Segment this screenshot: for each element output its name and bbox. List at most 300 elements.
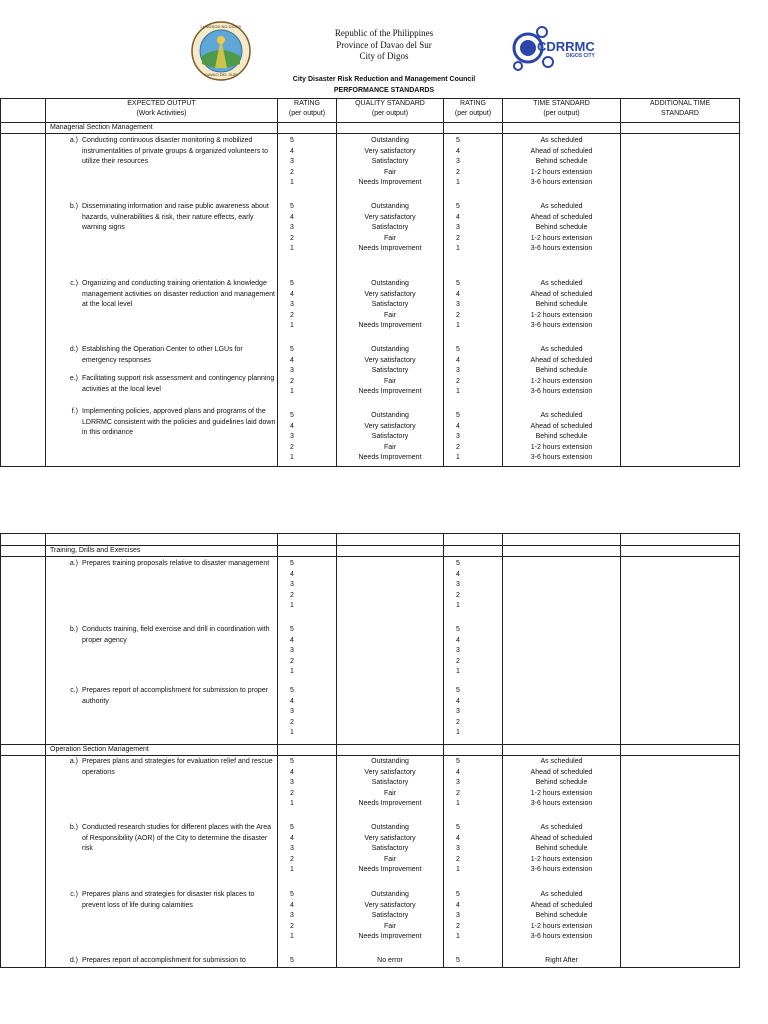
rating-value: 3 (290, 845, 294, 852)
list-item: c.) Prepares plans and strategies for disaster risk places to prevent loss of life during calamities (70, 891, 255, 909)
rating-value: 2 (456, 657, 460, 665)
section-row-training (1, 546, 740, 557)
time-value: 1-2 hours extension (530, 311, 593, 319)
training-additional-col (621, 557, 740, 745)
quality-header (337, 99, 444, 123)
rating-value: 4 (456, 834, 460, 842)
time-value: 3-6 hours extension (530, 179, 593, 186)
rating-value: 1 (456, 179, 460, 186)
header-line-city: City of Digos (359, 51, 409, 61)
rating-value: 5 (456, 687, 460, 694)
rating-value: 1 (290, 388, 294, 395)
quality-value: Needs Improvement (358, 322, 422, 329)
section-row-operation (1, 745, 740, 756)
quality-value: Satisfactory (371, 912, 409, 919)
time-value: Ahead of scheduled (530, 290, 593, 298)
rating-value: 4 (290, 901, 294, 909)
rating-value-block (290, 559, 336, 625)
time-value: Ahead of scheduled (530, 356, 593, 364)
quality-value: Outstanding (371, 891, 409, 898)
rating-value-block (290, 136, 336, 202)
time-value-block (503, 136, 620, 202)
quality-value: Outstanding (371, 280, 409, 287)
quality-value: Needs Improvement (358, 179, 422, 186)
blank-header-cell (1, 99, 46, 123)
expected-output-label: EXPECTED OUTPUT (127, 100, 196, 107)
quality-value: Needs Improvement (358, 245, 422, 252)
quality-value: Fair (383, 311, 397, 319)
quality-value: Fair (383, 234, 397, 242)
rating-value: 2 (290, 168, 294, 176)
time-value: 1-2 hours extension (530, 789, 593, 797)
rating-value: 4 (456, 636, 460, 644)
operation-quality-col (337, 756, 444, 968)
rating-value: 3 (290, 433, 294, 440)
time-value: 1-2 hours extension (530, 855, 593, 863)
last-time: Right After (545, 957, 578, 964)
column-header-row (1, 99, 740, 123)
rating-value: 2 (290, 311, 294, 319)
rating-value: 2 (290, 789, 294, 797)
rating-value: 2 (290, 443, 294, 451)
rating-value: 2 (456, 311, 460, 319)
rating-value: 5 (290, 891, 294, 898)
additional-time-label: ADDITIONAL TIME (649, 100, 711, 107)
rating-value: 5 (456, 891, 460, 898)
section-title-operation: Operation Section Management (46, 745, 278, 756)
rating-value: 2 (456, 591, 460, 599)
rating-value: 3 (290, 224, 294, 231)
rating-value: 2 (456, 168, 460, 176)
rating-value: 5 (290, 824, 294, 831)
rating-value: 3 (456, 367, 460, 374)
time-value-block (503, 823, 620, 890)
quality-value: Fair (383, 855, 397, 863)
rating-value: 3 (456, 301, 460, 308)
time-value: Ahead of scheduled (530, 213, 593, 221)
rating-value: 4 (456, 768, 460, 776)
rating-value: 5 (456, 758, 460, 765)
time-value: 1-2 hours extension (530, 168, 593, 176)
section-row-managerial (1, 123, 740, 134)
quality-value: Needs Improvement (358, 454, 422, 461)
rating-value: 1 (290, 245, 294, 252)
rating-value: 4 (290, 834, 294, 842)
training-rating2-col (444, 557, 503, 745)
rating-value: 4 (456, 901, 460, 909)
time-value: Behind schedule (535, 845, 588, 852)
rating-value: 1 (456, 729, 460, 736)
training-quality-col (337, 557, 444, 745)
rating-value: 5 (290, 280, 294, 287)
cdrrmc-logo-subtext: DIGOS CITY (566, 53, 595, 59)
quality-value: Satisfactory (371, 301, 409, 308)
rating-value: 2 (456, 377, 460, 385)
quality-value: Fair (383, 789, 397, 797)
rating-value: 2 (290, 591, 294, 599)
rating-value: 4 (290, 570, 294, 578)
quality-value: Fair (383, 168, 397, 176)
rating-value-block (290, 686, 336, 741)
rating-value: 4 (456, 570, 460, 578)
rating2-sublabel: (per output) (454, 110, 492, 117)
list-item: c.) Organizing and conducting training orientation & knowledge management activities on disaster reduction and management at the local level (70, 280, 275, 308)
performance-table-2 (0, 533, 740, 968)
rating-value-block (290, 411, 336, 466)
time-value: As scheduled (540, 137, 583, 144)
time-value: As scheduled (540, 824, 583, 831)
rating-value: 5 (290, 687, 294, 694)
rating-value: 5 (290, 758, 294, 765)
operation-additional-col (621, 756, 740, 968)
rating-value: 2 (290, 922, 294, 930)
rating-value: 1 (290, 179, 294, 186)
rating-value: 2 (290, 855, 294, 863)
time-value: Ahead of scheduled (530, 422, 593, 430)
time-value: Ahead of scheduled (530, 768, 593, 776)
rating-value: 5 (290, 346, 294, 353)
rating-value: 3 (456, 581, 460, 588)
rating-value: 3 (456, 708, 460, 715)
training-items (46, 557, 278, 745)
list-item: f.) Implementing policies, approved plans and programs of the LDRRMC consistent with the policies and guidelines laid down in this ordinance (71, 408, 276, 436)
list-item: b.) Conducted research studies for different places with the Area of Responsibility (AOR) of the City to determine the disaster risk (69, 824, 271, 852)
quality-value: Very satisfactory (364, 213, 416, 221)
quality-value: Very satisfactory (364, 290, 416, 298)
rating-value: 2 (456, 443, 460, 451)
rating-value: 5 (456, 280, 460, 287)
rating-value: 3 (290, 581, 294, 588)
time-value: 3-6 hours extension (530, 800, 593, 807)
rating-label: RATING (294, 100, 320, 107)
rating-value: 4 (456, 356, 460, 364)
rating-value: 2 (456, 789, 460, 797)
quality-value: Outstanding (371, 824, 409, 831)
rating-value: 4 (456, 697, 460, 705)
time-value: Behind schedule (535, 367, 588, 374)
quality-value: Needs Improvement (358, 800, 422, 807)
header-text-block (250, 28, 518, 63)
quality-value-block (337, 202, 443, 279)
rating-value: 2 (290, 377, 294, 385)
managerial-additional-col (621, 134, 740, 467)
rating-value: 4 (456, 422, 460, 430)
section-title-managerial: Managerial Section Management (46, 123, 278, 134)
rating-value: 4 (290, 147, 294, 155)
time-value: 3-6 hours extension (530, 866, 593, 873)
operation-rating-col (278, 756, 337, 968)
rating-value: 1 (290, 668, 294, 675)
quality-value: Satisfactory (371, 158, 409, 165)
rating-value: 1 (290, 454, 294, 461)
rating-value: 1 (290, 933, 294, 940)
training-body-row (1, 557, 740, 745)
rating-value: 2 (290, 657, 294, 665)
cdrrmc-logo-text: CDRRMC (537, 39, 595, 54)
rating-value: 3 (456, 647, 460, 654)
rating-value-block (456, 625, 502, 686)
rating-value-block (456, 345, 502, 411)
quality-value: Very satisfactory (364, 147, 416, 155)
header-line-province: Province of Davao del Sur (336, 39, 432, 50)
time-value-block (503, 202, 620, 279)
quality-value: Outstanding (371, 412, 409, 419)
rating-value: 1 (456, 933, 460, 940)
rating-value: 3 (290, 708, 294, 715)
rating-value: 1 (456, 602, 460, 609)
rating-value: 1 (456, 800, 460, 807)
quality-value: Satisfactory (371, 845, 409, 852)
time-value: 1-2 hours extension (530, 377, 593, 385)
rating-value: 5 (456, 203, 460, 210)
operation-time-col (503, 756, 621, 968)
last-rating2: 5 (456, 957, 460, 964)
rating-value: 4 (290, 697, 294, 705)
rating-value-block (456, 202, 502, 279)
header-line-republic: Republic of the Philippines (334, 28, 434, 38)
list-item: d.) Establishing the Operation Center to other LGUs for emergency responses (69, 346, 243, 364)
managerial-rating-col (278, 134, 337, 467)
rating-value: 1 (290, 322, 294, 329)
rating-value: 1 (456, 866, 460, 873)
quality-value: Satisfactory (371, 367, 409, 374)
rating-value: 5 (456, 560, 460, 567)
quality-value-block (337, 757, 443, 823)
training-time-col (503, 557, 621, 745)
quality-value: Satisfactory (371, 433, 409, 440)
time-value: As scheduled (540, 758, 583, 765)
last-quality: No error (377, 957, 403, 964)
rating-value: 2 (290, 718, 294, 726)
rating-value: 3 (456, 433, 460, 440)
rating-value: 2 (456, 718, 460, 726)
section-title-training: Training, Drills and Exercises (46, 546, 278, 557)
list-item: a.) Prepares plans and strategies for evaluation relief and rescue operations (69, 758, 273, 776)
rating-value: 3 (290, 367, 294, 374)
rating-value: 4 (290, 290, 294, 298)
rating-value: 4 (456, 147, 460, 155)
time-value: 3-6 hours extension (530, 454, 593, 461)
quality-value: Outstanding (371, 758, 409, 765)
time-value: Behind schedule (535, 158, 588, 165)
time-value: 1-2 hours extension (530, 922, 593, 930)
time-value: Behind schedule (535, 912, 588, 919)
time-value: 1-2 hours extension (530, 443, 593, 451)
time-value-block (503, 345, 620, 411)
rating-value-block (456, 686, 502, 741)
quality-value: Needs Improvement (358, 933, 422, 940)
rating-value: 5 (456, 137, 460, 144)
time-value: Ahead of scheduled (530, 901, 593, 909)
rating-value: 2 (456, 855, 460, 863)
operation-items (46, 756, 278, 968)
time-value: Behind schedule (535, 224, 588, 231)
blank-header-row (1, 534, 740, 546)
list-item: b.) Conducts training, field exercise and drill in coordination with proper agency (69, 626, 270, 644)
rating-value-block (456, 823, 502, 890)
time-value: 3-6 hours extension (530, 388, 593, 395)
rating-value-block (290, 625, 336, 686)
quality-value-block (337, 890, 443, 956)
rating-value-block (290, 757, 336, 823)
rating-value: 3 (290, 647, 294, 654)
quality-value: Satisfactory (371, 224, 409, 231)
rating-value: 3 (290, 779, 294, 786)
document-title: PERFORMANCE STANDARDS (333, 87, 435, 94)
time-value-block (503, 411, 620, 466)
time-value: Behind schedule (535, 779, 588, 786)
quality-value: Needs Improvement (358, 866, 422, 873)
rating-value: 2 (456, 234, 460, 242)
rating-value: 1 (456, 454, 460, 461)
rating-value: 4 (290, 768, 294, 776)
rating-value: 3 (456, 845, 460, 852)
quality-value: Satisfactory (371, 779, 409, 786)
additional-time-sublabel: STANDARD (661, 110, 699, 117)
time-value: As scheduled (540, 346, 583, 353)
rating-value: 5 (456, 346, 460, 353)
rating-value: 5 (290, 626, 294, 633)
rating2-header (444, 99, 503, 123)
list-item: a.) Conducting continuous disaster monitoring & mobilized instrumentalities of private groups & organized volunteers to utilize their resources (69, 137, 268, 165)
expected-output-sublabel: (Work Activities) (136, 110, 187, 117)
rating-value: 1 (456, 388, 460, 395)
quality-value: Fair (383, 922, 397, 930)
rating-value: 3 (290, 912, 294, 919)
rating-value: 5 (456, 412, 460, 419)
quality-value: Outstanding (371, 203, 409, 210)
managerial-quality-col (337, 134, 444, 467)
time-value: Behind schedule (535, 301, 588, 308)
rating-value-block (290, 890, 336, 956)
rating-value-block (456, 890, 502, 956)
rating-value: 4 (290, 213, 294, 221)
rating-value: 1 (456, 322, 460, 329)
quality-label: QUALITY STANDARD (355, 100, 425, 107)
additional-time-header (621, 99, 740, 123)
time-value: As scheduled (540, 280, 583, 287)
rating2-label: RATING (460, 100, 486, 107)
time-value: 3-6 hours extension (530, 245, 593, 252)
list-item: c.) Prepares report of accomplishment for submission to proper authority (70, 687, 268, 705)
rating-value: 4 (456, 213, 460, 221)
managerial-rating2-col (444, 134, 503, 467)
rating-value: 3 (290, 158, 294, 165)
quality-value-block (337, 345, 443, 411)
time-value: 3-6 hours extension (530, 933, 593, 940)
quality-value: Outstanding (371, 137, 409, 144)
performance-table-1 (0, 98, 740, 467)
quality-value: Very satisfactory (364, 834, 416, 842)
rating-value: 3 (290, 301, 294, 308)
time-value-block (503, 279, 620, 345)
quality-value: Fair (383, 443, 397, 451)
council-name: City Disaster Risk Reduction and Management Council (292, 76, 476, 83)
time-value: 1-2 hours extension (530, 234, 593, 242)
list-item: a.) Prepares training proposals relative to disaster management (69, 560, 270, 567)
seal-text-top: LUNGSOD NG DIGOS (200, 24, 242, 29)
rating-value: 4 (290, 422, 294, 430)
rating-value: 5 (290, 412, 294, 419)
time-sublabel: (per output) (543, 110, 580, 117)
quality-value-block (337, 136, 443, 202)
training-rating-col (278, 557, 337, 745)
rating-value: 5 (290, 203, 294, 210)
last-rating: 5 (290, 957, 294, 964)
rating-value: 5 (456, 626, 460, 633)
list-item: e.) Facilitating support risk assessment and contingency planning activities at the local level (69, 375, 275, 393)
quality-value: Very satisfactory (364, 901, 416, 909)
rating-value-block (456, 757, 502, 823)
time-value: As scheduled (540, 412, 583, 419)
rating-value: 3 (456, 158, 460, 165)
rating-value-block (290, 202, 336, 279)
list-item: d.) Prepares report of accomplishment for submission to (69, 957, 246, 964)
operation-rating2-col (444, 756, 503, 968)
quality-value-block (337, 823, 443, 890)
managerial-body-row (1, 134, 740, 467)
rating-value: 3 (456, 224, 460, 231)
rating-value: 1 (290, 602, 294, 609)
rating-value: 2 (290, 234, 294, 242)
rating-value-block (290, 823, 336, 890)
operation-body-row (1, 756, 740, 968)
rating-value: 1 (456, 245, 460, 252)
quality-value: Outstanding (371, 346, 409, 353)
rating-value: 5 (290, 560, 294, 567)
rating-value: 2 (456, 922, 460, 930)
rating-value: 3 (456, 779, 460, 786)
rating-value-block (290, 345, 336, 411)
rating-value-block (456, 559, 502, 625)
rating-value: 4 (290, 636, 294, 644)
list-item: b.) Disseminating information and raise public awareness about hazards, vulnerabilities & risk, their nature effects, early warning signs (69, 203, 269, 231)
time-value: Ahead of scheduled (530, 147, 593, 155)
quality-value: Needs Improvement (358, 388, 422, 395)
rating-value-block (456, 279, 502, 345)
seal-text-bottom: DAVAO DEL SUR (205, 72, 237, 77)
expected-output-header (46, 99, 278, 123)
time-value: As scheduled (540, 203, 583, 210)
rating-value: 4 (290, 356, 294, 364)
time-value: Behind schedule (535, 433, 588, 440)
time-label: TIME STANDARD (533, 100, 590, 107)
quality-value: Fair (383, 377, 397, 385)
quality-value-block (337, 279, 443, 345)
time-value-block (503, 757, 620, 823)
time-header (503, 99, 621, 123)
rating-value: 5 (290, 137, 294, 144)
quality-value: Very satisfactory (364, 356, 416, 364)
quality-value: Very satisfactory (364, 768, 416, 776)
rating-value: 5 (456, 824, 460, 831)
rating-sublabel: (per output) (288, 110, 326, 117)
time-value: Ahead of scheduled (530, 834, 593, 842)
managerial-time-col (503, 134, 621, 467)
rating-value-block (456, 411, 502, 466)
rating-value: 1 (290, 729, 294, 736)
time-value: 3-6 hours extension (530, 322, 593, 329)
quality-value-block (337, 411, 443, 466)
rating-value: 1 (456, 668, 460, 675)
time-value-block (503, 890, 620, 956)
rating-value: 3 (456, 912, 460, 919)
rating-header (278, 99, 337, 123)
rating-value: 1 (290, 800, 294, 807)
rating-value: 4 (456, 290, 460, 298)
managerial-items (46, 134, 278, 467)
rating-value: 1 (290, 866, 294, 873)
